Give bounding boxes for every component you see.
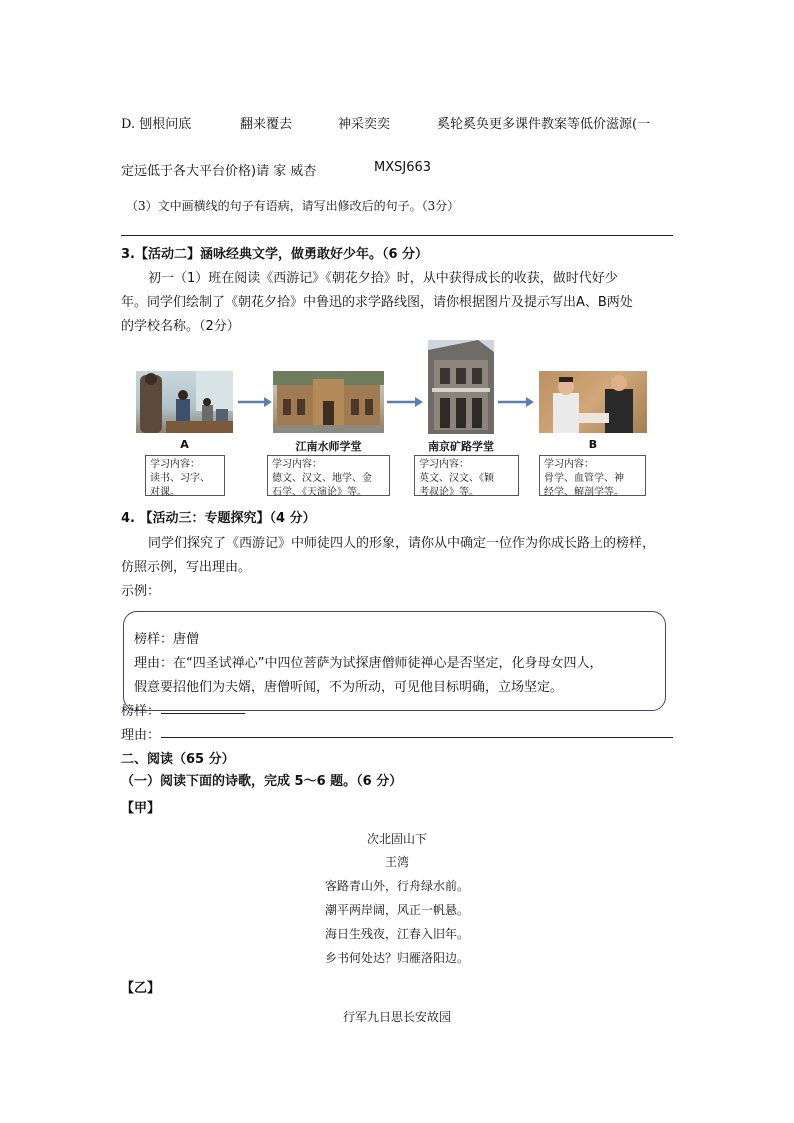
option-d-code: MXSJ663 bbox=[374, 160, 432, 175]
option-d-word-2: 翻来覆去 bbox=[240, 117, 293, 132]
flow-label-b: B bbox=[588, 438, 598, 451]
example-reason-line-2: 假意要招他们为夫婿，唐僧听闻，不为所动，可见他目标明确，立场坚定。 bbox=[134, 680, 564, 695]
flow-label-a: A bbox=[180, 438, 189, 451]
option-d-word-4: 奚轮奚奂更多课件教案等低价滋源(一 bbox=[437, 117, 651, 132]
note-box-nanjing bbox=[414, 455, 519, 496]
option-d-label: D. 刨根问底 bbox=[121, 117, 192, 132]
image-jiangnan-academy bbox=[273, 371, 384, 433]
answer-line-1 bbox=[121, 235, 673, 236]
example-reason-line-1: 理由：在“四圣试禅心”中四位菩萨为试探唐僧师徒禅心是否坚定，化身母女四人， bbox=[134, 656, 603, 671]
flow-label-jiangnan: 江南水师学堂 bbox=[295, 440, 362, 453]
q3-title: 3.【活动二】涵咏经典文学，做勇敢好少年。（6 分） bbox=[121, 247, 429, 262]
note-a-line-1: 学习内容： bbox=[150, 459, 200, 470]
q3-paragraph-3: 的学校名称。（2分） bbox=[121, 319, 240, 334]
image-nanjing-mining-school bbox=[428, 340, 494, 434]
note-jiangnan-line-3: 石学、《天演论》等。 bbox=[272, 487, 367, 498]
note-box-jiangnan bbox=[267, 455, 390, 496]
image-a-classroom bbox=[136, 371, 233, 433]
option-d-word-3: 神采奕奕 bbox=[338, 117, 391, 132]
poem-jia-author: 王湾 bbox=[384, 855, 409, 869]
answer-model-blank bbox=[161, 713, 245, 714]
answer-reason-blank bbox=[161, 737, 673, 738]
note-nanjing-line-1: 学习内容： bbox=[419, 459, 469, 470]
q3-paragraph-2: 年。同学们绘制了《朝花夕拾》中鲁迅的求学路线图，请你根据图片及提示写出A、B两处 bbox=[121, 295, 633, 310]
poem-yi-title: 行军九日思长安故园 bbox=[342, 1010, 451, 1024]
note-nanjing-line-3: 考叔论》等。 bbox=[419, 487, 479, 498]
poem-jia-line-3: 海日生残夜，江春入旧年。 bbox=[324, 927, 469, 941]
q4-title: 4. 【活动三：专题探究】（4 分） bbox=[121, 511, 316, 526]
image-b-medical-school bbox=[539, 371, 647, 433]
option-d-continuation: 定远低于各大平台价格)请 家 威杏 bbox=[121, 164, 317, 179]
note-b-line-2: 骨学、血管学、神 bbox=[544, 473, 624, 484]
q3-subquestion: （3）文中画横线的句子有语病，请写出修改后的句子。（3分） bbox=[126, 199, 460, 213]
answer-model-label: 榜样： bbox=[121, 704, 161, 719]
example-model: 榜样：唐僧 bbox=[134, 632, 200, 647]
note-b-line-1: 学习内容： bbox=[544, 459, 594, 470]
poem-jia-line-2: 潮平两岸阔，风正一帆悬。 bbox=[324, 903, 469, 917]
note-box-b bbox=[539, 455, 646, 496]
note-jiangnan-line-1: 学习内容： bbox=[272, 459, 322, 470]
note-a-line-2: 读书、习字、 bbox=[150, 473, 210, 484]
note-jiangnan-line-2: 德文、汉文、地学、金 bbox=[272, 473, 372, 484]
note-nanjing-line-2: 英文、汉文、《颖 bbox=[419, 473, 494, 484]
poem-jia-marker: 【甲】 bbox=[121, 801, 161, 816]
q4-paragraph-1: 同学们探究了《西游记》中师徒四人的形象，请你从中确定一位作为你成长路上的榜样， bbox=[148, 536, 656, 551]
answer-reason-label: 理由： bbox=[121, 728, 161, 743]
arrow-2 bbox=[387, 396, 423, 408]
arrow-1 bbox=[238, 396, 272, 408]
reading-title: 二、阅读（65 分） bbox=[121, 752, 235, 767]
note-b-line-3: 经学、解剖学等。 bbox=[544, 487, 624, 498]
note-a-line-3: 对课。 bbox=[150, 487, 180, 498]
q3-paragraph-1: 初一（1）班在阅读《西游记》《朝花夕拾》时，从中获得成长的收获，做时代好少 bbox=[148, 271, 618, 286]
q4-paragraph-2: 仿照示例，写出理由。 bbox=[121, 560, 252, 575]
q4-example-label: 示例： bbox=[121, 584, 161, 599]
poem-yi-marker: 【乙】 bbox=[121, 981, 161, 996]
poem-jia-line-1: 客路青山外，行舟绿水前。 bbox=[324, 879, 469, 893]
flow-label-nanjing: 南京矿路学堂 bbox=[428, 440, 494, 453]
poem-jia-line-4: 乡书何处达？归雁洛阳边。 bbox=[324, 951, 469, 965]
reading-subtitle: （一）阅读下面的诗歌，完成 5～6 题。（6 分） bbox=[121, 774, 403, 789]
poem-jia-title: 次北固山下 bbox=[366, 832, 427, 846]
arrow-3 bbox=[498, 396, 534, 408]
note-box-a bbox=[145, 455, 225, 496]
